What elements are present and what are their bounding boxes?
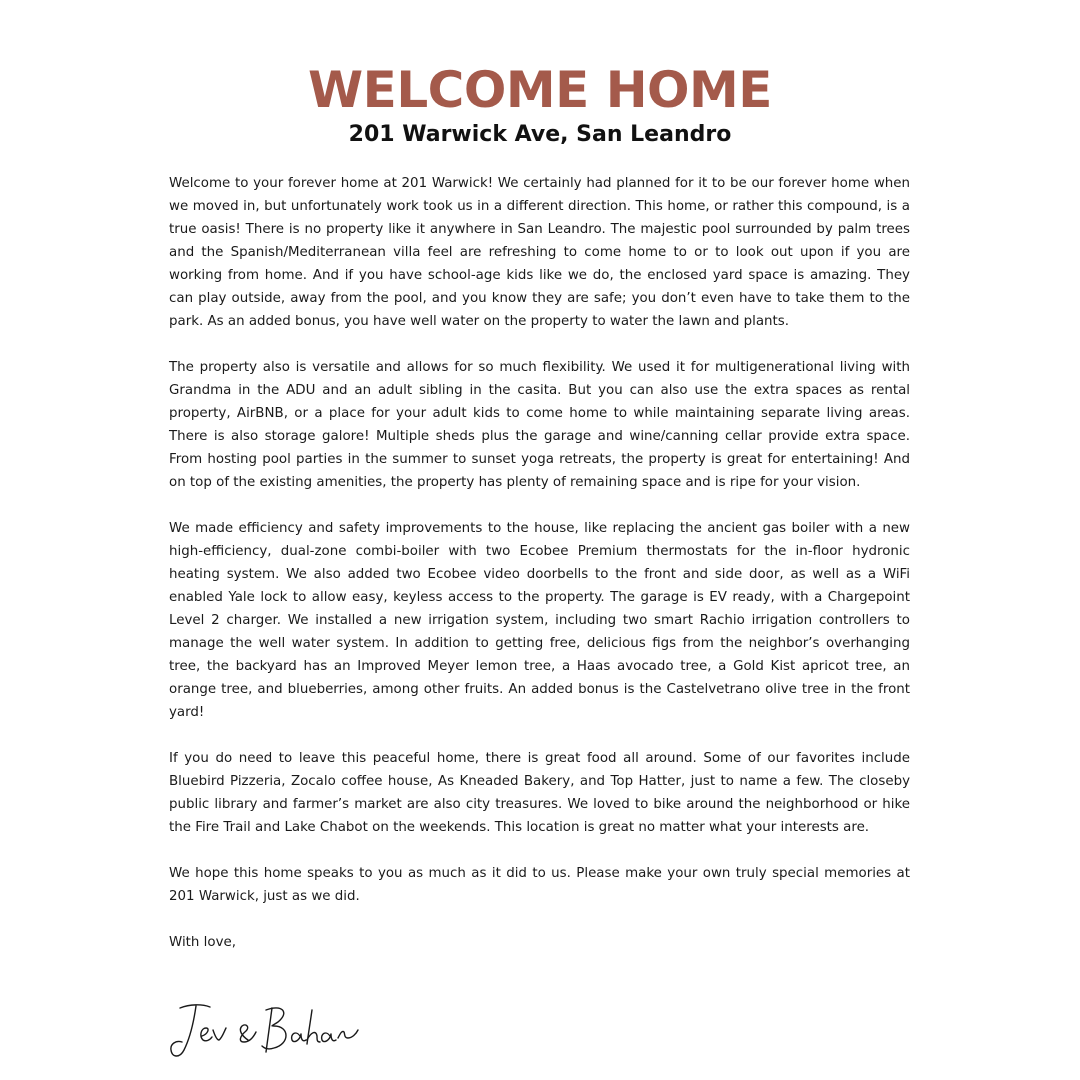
letter-paragraph-improvements: We made efficiency and safety improvements to the house, like replacing the ancient gas boiler with a new high-efficiency, dual-zone combi-boiler with two Ecobee Premium thermostats for the in-floor hydronic heating system. We also added two Ecobee video doorbells to the front and side door, as well as a WiFi enabled Yale lock to allow easy, keyless access to the property. The garage is EV ready, with a Chargepoint Level 2 charger. We installed a new irrigation system, including two smart Rachio irrigation controllers to manage the well water system. In addition to getting free, delicious figs from the neighbor’s overhanging tree, the backyard has an Improved Meyer lemon tree, a Haas avocado tree, a Gold Kist apricot tree, an orange tree, and blueberries, among other fruits. An added bonus is the Castelvetrano olive tree in the front yard! bbox=[169, 521, 910, 720]
closing-salutation: With love, bbox=[169, 935, 236, 950]
letter-paragraph-intro: Welcome to your forever home at 201 Warwick! We certainly had planned for it to be our forever home when we moved in, but unfortunately work took us in a different direction. This home, or rather this compound, is a true oasis! There is no property like it anywhere in San Leandro. The majestic pool surrounded by palm trees and the Spanish/Mediterranean villa feel are refreshing to come home to or to look out upon if you are working from home. And if you have school-age kids like we do, the enclosed yard space is amazing. They can play outside, away from the pool, and you know they are safe; you don’t even have to take them to the park. As an added bonus, you have well water on the property to water the lawn and plants. bbox=[169, 176, 910, 329]
page-title: WELCOME HOME bbox=[308, 61, 772, 119]
letter-body bbox=[169, 172, 910, 954]
letter-paragraph-versatility: The property also is versatile and allows for so much flexibility. We used it for multigenerational living with Grandma in the ADU and an adult sibling in the casita. But you can also use the extra spaces as rental property, AirBNB, or a place for your adult kids to come home to while maintaining separate living areas. There is also storage galore! Multiple sheds plus the garage and wine/canning cellar provide extra space. From hosting pool parties in the summer to sunset yoga retreats, the property is great for entertaining! And on top of the existing amenities, the property has plenty of remaining space and is ripe for your vision. bbox=[169, 360, 910, 490]
handwritten-signature bbox=[166, 1000, 366, 1062]
signature-script-graphic bbox=[166, 1000, 366, 1062]
letter-paragraph-neighborhood: If you do need to leave this peaceful home, there is great food all around. Some of our favorites include Bluebird Pizzeria, Zocalo coffee house, As Kneaded Bakery, and Top Hatter, just to name a few. The closeby public library and farmer’s market are also city treasures. We loved to bike around the neighborhood or hike the Fire Trail and Lake Chabot on the weekends. This location is great no matter what your interests are. bbox=[169, 751, 910, 835]
property-address: 201 Warwick Ave, San Leandro bbox=[348, 122, 732, 147]
letter-paragraph-closing: We hope this home speaks to you as much as it did to us. Please make your own truly special memories at 201 Warwick, just as we did. bbox=[169, 866, 910, 904]
